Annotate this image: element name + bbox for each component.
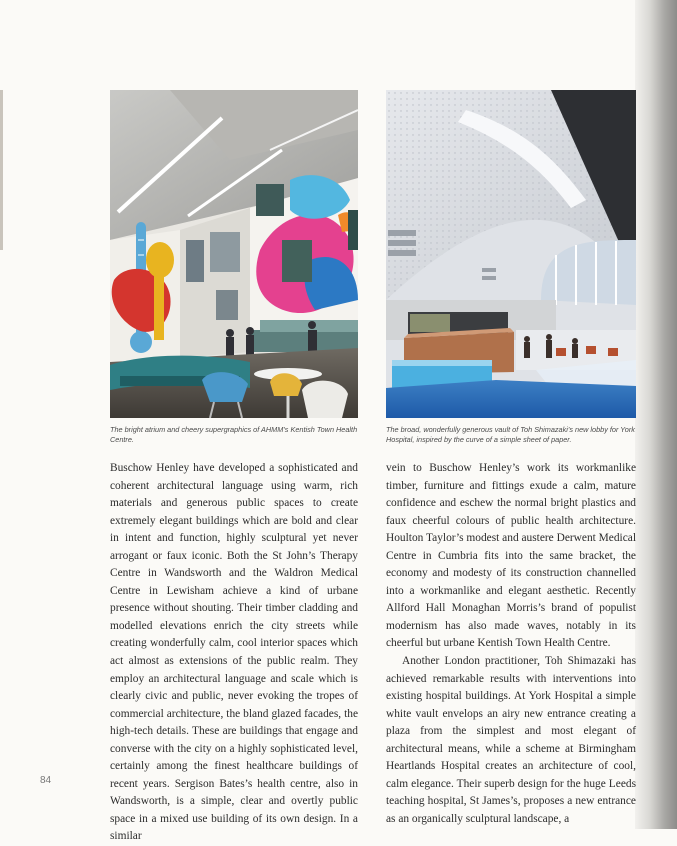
paragraph: Another London practitioner, Toh Shimazaki has achieved remarkable results with interventions into existing hospital buildings. At York Hospital a simple white vault envelops an airy new entrance creating a plaza from the simplest and most elegant of architectural means, while a scheme at Birmingham Heartlands Hospital creates an architecture of cool, calm elegance. Their superb design for the huge Leeds teaching hospital, St James’s, proposes a new entrance as an organically sculptural landscape, a <box>386 655 636 825</box>
caption-right: The broad, wonderfully generous vault of Toh Shimazaki’s new lobby for York Hospital, inspired by the curve of a simple sheet of paper. <box>386 425 635 444</box>
paragraph: Buschow Henley have developed a sophisticated and coherent architectural language using warm, rich materials and generous public spaces to create extremely elegant buildings which are bold and clear in intent and function, highly sculptural yet never arrogant or faux iconic. Both the St John’s Therapy Centre in Wandsworth and the Waldron Medical Centre in Lewisham achieve a kind of urbane presence without shouting. Their timber cladding and modelled elevations enrich the city streets while creating wonderfully calm, cool interior spaces which act almost as extensions of the public realm. They employ an architectural language and scale which is clearly civic and public, never evoking the tropes of commercial architecture, the bland glazed facades, the high-tech details. These are buildings that engage and converse with the city on a highly sophisticated level, certainly among the finest healthcare buildings of recent years. Sergison Bates’s health centre, also in Wandsworth, is a simple, clear and overtly public space in a mixed use building of its own design. In a similar <box>110 462 358 843</box>
photo-york-hospital-vault <box>386 90 636 418</box>
body-column-right <box>386 460 636 828</box>
margin-rule <box>0 90 3 250</box>
photo-kentish-town-atrium <box>110 90 358 418</box>
page-edge-shadow <box>635 0 677 829</box>
body-column-left <box>110 460 358 846</box>
page-number: 84 <box>40 775 52 786</box>
paragraph: vein to Buschow Henley’s work its workmanlike timber, furniture and fittings exude a calm, mature confidence and eschew the normal bright plastics and faux cheerful colours of public health architecture. Houlton Taylor’s modest and austere Derwent Medical Centre in Cumbria fits into the same bracket, the economy and modesty of its construction channelled into a workmanlike and elegant aesthetic. Recently Allford Hall Monaghan Morris’s brand of populist modernism has also made waves, notably in its cheerful but urbane Kentish Town Health Centre. <box>386 462 636 650</box>
caption-left: The bright atrium and cheery supergraphics of AHMM’s Kentish Town Health Centre. <box>110 425 358 444</box>
